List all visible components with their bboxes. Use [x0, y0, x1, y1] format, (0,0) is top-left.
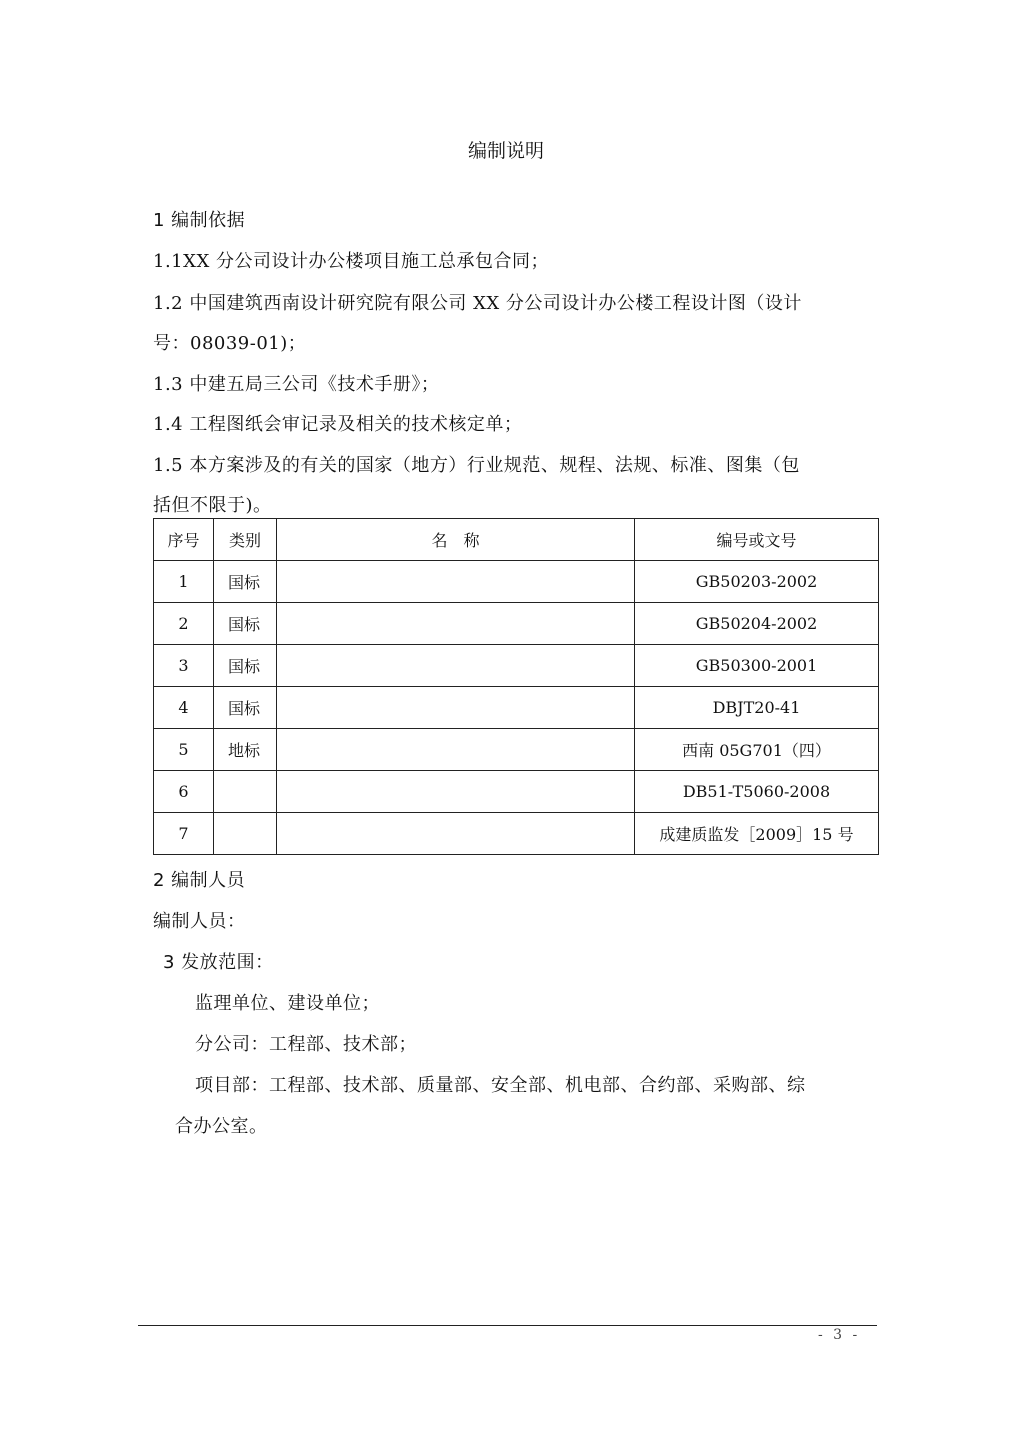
cell-name [277, 771, 635, 813]
cell-category [214, 813, 277, 855]
cell-no: 2 [154, 603, 214, 645]
table-row [154, 729, 879, 771]
document-title: 编制说明 [467, 140, 544, 162]
table-row [154, 561, 879, 603]
cell-name [277, 729, 635, 771]
section1-item-2-cont: 号：08039-01)； [153, 333, 307, 354]
cell-category [214, 771, 277, 813]
table-row [154, 687, 879, 729]
section1-item-3: 1.3 中建五局三公司《技术手册》； [153, 374, 440, 395]
cell-code: 成建质监发［2009］15 号 [635, 813, 879, 855]
table-row [154, 645, 879, 687]
cell-code: DBJT20-41 [635, 687, 879, 729]
cell-category: 国标 [214, 645, 277, 687]
section3-line-1: 监理单位、建设单位； [195, 993, 380, 1014]
cell-category: 地标 [214, 729, 277, 771]
cell-category: 国标 [214, 561, 277, 603]
section1-item-5-cont: 括但不限于)。 [153, 495, 272, 516]
section3-line-3: 项目部：工程部、技术部、质量部、安全部、机电部、合约部、采购部、综 [195, 1075, 806, 1096]
cell-code: DB51-T5060-2008 [635, 771, 879, 813]
section1-heading: 1 编制依据 [153, 210, 246, 231]
section3-line-3-cont: 合办公室。 [175, 1116, 268, 1137]
cell-name [277, 603, 635, 645]
table-header-row [154, 519, 879, 561]
section1-item-5: 1.5 本方案涉及的有关的国家（地方）行业规范、规程、法规、标准、图集（包 [153, 455, 800, 476]
page-number: - 3 - [818, 1327, 861, 1343]
header-name: 名 称 [277, 519, 635, 561]
cell-code: GB50300-2001 [635, 645, 879, 687]
cell-no: 1 [154, 561, 214, 603]
cell-no: 4 [154, 687, 214, 729]
header-category: 类别 [214, 519, 277, 561]
header-no: 序号 [154, 519, 214, 561]
cell-no: 3 [154, 645, 214, 687]
cell-code: 西南 05G701（四） [635, 729, 879, 771]
cell-name [277, 645, 635, 687]
section3-line-2: 分公司：工程部、技术部； [195, 1034, 417, 1055]
section1-item-4: 1.4 工程图纸会审记录及相关的技术核定单； [153, 414, 523, 435]
table-row [154, 771, 879, 813]
cell-category: 国标 [214, 603, 277, 645]
cell-no: 7 [154, 813, 214, 855]
table-row [154, 603, 879, 645]
header-code: 编号或文号 [635, 519, 879, 561]
cell-code: GB50203-2002 [635, 561, 879, 603]
cell-name [277, 561, 635, 603]
standards-table [153, 518, 879, 855]
cell-name [277, 687, 635, 729]
cell-category: 国标 [214, 687, 277, 729]
cell-name [277, 813, 635, 855]
footer-divider [138, 1325, 877, 1326]
cell-no: 5 [154, 729, 214, 771]
section1-item-2: 1.2 中国建筑西南设计研究院有限公司 XX 分公司设计办公楼工程设计图（设计 [153, 293, 802, 314]
cell-no: 6 [154, 771, 214, 813]
cell-code: GB50204-2002 [635, 603, 879, 645]
section2-heading: 2 编制人员 [153, 870, 246, 891]
section2-line: 编制人员： [153, 911, 246, 932]
section1-item-1: 1.1XX 分公司设计办公楼项目施工总承包合同； [153, 251, 549, 272]
table-row [154, 813, 879, 855]
section3-heading: 3 发放范围： [163, 952, 274, 973]
